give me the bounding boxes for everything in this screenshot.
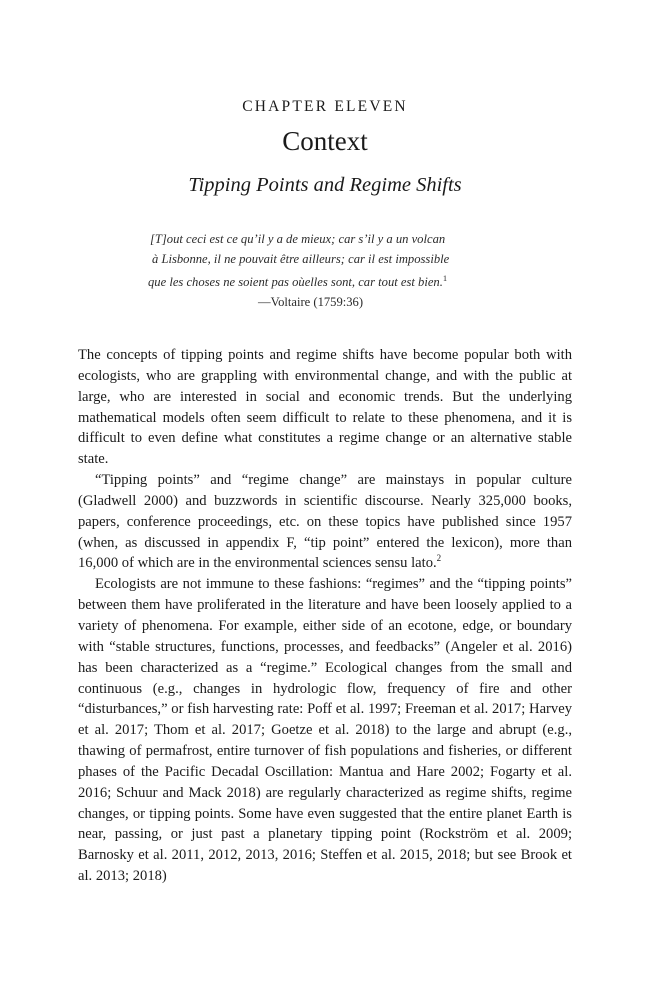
chapter-label: CHAPTER ELEVEN: [242, 98, 408, 115]
epigraph: [148, 230, 488, 312]
body-paragraph: The concepts of tipping points and regime shifts have become popular both with ecologists, who are grappling with environmental change, and with the public at large, who are interested in social and economic trends. But the underlying mathematical models often seem difficult to relate to these phenomena, and it is difficult to even define what constitutes a regime change or an alternative stable state.: [78, 347, 572, 468]
footnote-marker[interactable]: 2: [436, 553, 442, 564]
chapter-body: [78, 345, 572, 887]
body-paragraph: Ecologists are not immune to these fashions: “regimes” and the “tipping points” between them have proliferated in the literature and have been loosely applied to a variety of phenomena. For example, either side of an ecotone, edge, or boundary with “stable structures, functions, processes, and feedbacks” (Angeler et al. 2016) has been characterized as a “regime.” Ecological changes from the small and continuous (e.g., changes in hydrologic flow, frequency of fire and other “disturbances,” or fish harvesting rate: Poff et al. 1997; Freeman et al. 2017; Harvey et al. 2017; Thom et al. 2017; Goetze et al. 2018) to the large and abrupt (e.g., thawing of permafrost, entire turnover of fish populations and fisheries, or different phases of the Pacific Decadal Oscillation: Mantua and Hare 2002; Fogarty et al. 2016; Schuur and Mack 2018) are regularly characterized as regime shifts, regime changes, or tipping points. Some have even suggested that the entire planet Earth is near, passing, or just past a planetary tipping point (Rockström et al. 2009; Barnosky et al. 2011, 2012, 2013, 2016; Steffen et al. 2015, 2018; but see Brook et al. 2013; 2018): [78, 576, 572, 885]
epigraph-line: [T]out ceci est ce qu’il y a de mieux; car s’il y a un volcan: [150, 232, 446, 246]
chapter-subtitle: Tipping Points and Regime Shifts: [188, 174, 462, 196]
epigraph-attribution: —Voltaire (1759:36): [258, 294, 364, 309]
footnote-marker[interactable]: 1: [442, 273, 448, 283]
epigraph-line: à Lisbonne, il ne pouvait être ailleurs; car il est impossible: [152, 251, 450, 266]
chapter-title: Context: [282, 126, 368, 156]
body-paragraph: [78, 470, 572, 574]
epigraph-line-text: que les choses ne soient pas oùelles sont, car tout est bien.: [148, 275, 443, 289]
epigraph-line: [148, 269, 488, 293]
body-paragraph-text: “Tipping points” and “regime change” are mainstays in popular culture (Gladwell 2000) and buzzwords in scientific discourse. Nearly 325,000 books, papers, conference proceedings, etc. on these topics have published since 1957 (when, as discussed in appendix F, “tip point” entered the lexicon), more than 16,000 of which are in the environmental sciences sensu lato.: [78, 472, 572, 572]
